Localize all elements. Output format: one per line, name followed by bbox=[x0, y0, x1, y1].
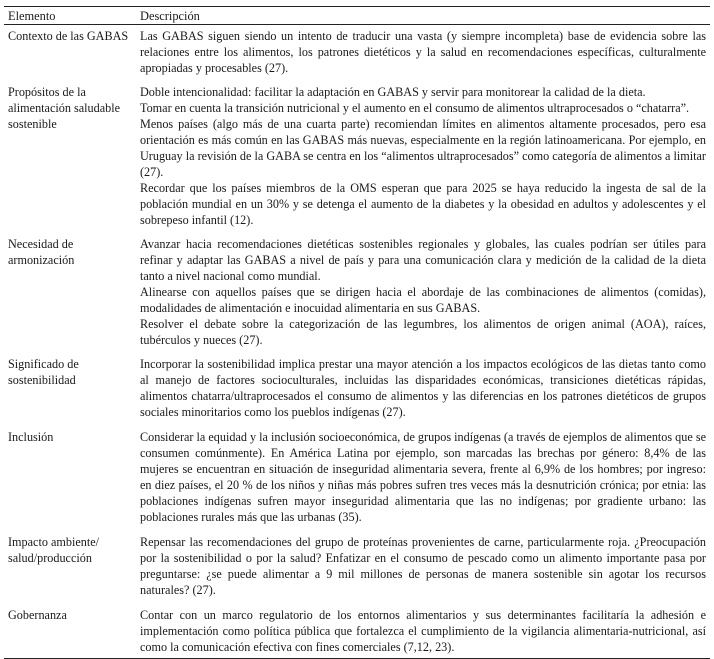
description-cell bbox=[136, 28, 710, 76]
description-cell bbox=[136, 607, 710, 655]
header-rule bbox=[4, 24, 710, 25]
table-row bbox=[4, 429, 710, 525]
description-cell bbox=[136, 236, 710, 348]
description-paragraph: Doble intencionalidad: facilitar la adaptación en GABAS y servir para monitorear la calidad de la dieta. bbox=[140, 85, 646, 99]
description-paragraph: Tomar en cuenta la transición nutricional y el aumento en el consumo de alimentos ultraprocesados o “chatarra”. bbox=[140, 101, 690, 115]
element-cell: Inclusión bbox=[8, 430, 54, 444]
element-cell: Necesidad de armonización bbox=[8, 237, 75, 267]
description-cell bbox=[136, 429, 710, 525]
element-cell: Propósitos de la alimentación saludable sostenible bbox=[8, 85, 121, 131]
table-row bbox=[4, 84, 710, 228]
table-row bbox=[4, 356, 710, 420]
description-paragraph: Las GABAS siguen siendo un intento de traducir una vasta (y siempre incompleta) base de evidencia sobre las relaciones entre los alimentos, los patrones dietéticos y la salud en recomendaciones específicas, culturalmente apropiadas y procesables (27). bbox=[140, 29, 706, 75]
table-body bbox=[4, 28, 710, 655]
element-cell: Gobernanza bbox=[8, 608, 67, 622]
description-paragraph: Considerar la equidad y la inclusión socioeconómica, de grupos indígenas (a través de ejemplos de alimentos que se consumen comúnmente). En América Latina por ejemplo, son marcadas las brechas por género: 8,4% de las mujeres se encuentran en situación de inseguridad alimentaria severa, frente al 6,9% de los hombres; por ingreso: en diez países, el 20 % de los niños y niñas más pobres sufren tres veces más la desnutrición crónica; por etnia: las poblaciones indígenas sufren mayor inseguridad alimentaria que las no indígenas; por gradiente urbano: las poblaciones rurales más que las urbanas (35). bbox=[140, 430, 706, 524]
description-paragraph: Menos países (algo más de una cuarta parte) recomiendan límites en alimentos altamente procesados, pero esa orientación es más común en las GABAS más nuevas, especialmente en la región latinoamericana. Por ejemplo, en Uruguay la revisión de la GABA se centra en los “alimentos ultraprocesados” como categoría de alimentos a limitar (27). bbox=[140, 117, 706, 179]
elements-table bbox=[4, 6, 710, 659]
description-paragraph: Recordar que los países miembros de la OMS esperan que para 2025 se haya reducido la ingesta de sal de la población mundial en un 30% y se detenga el aumento de la diabetes y la obesidad en adultos y adolescentes y el sobrepeso infantil (12). bbox=[140, 181, 706, 227]
description-paragraph: Repensar las recomendaciones del grupo de proteínas provenientes de carne, particularmente roja. ¿Preocupación por la sostenibilidad o por la salud? Enfatizar en el consumo de pescado como un alimento importante pasa por preguntarse: ¿se puede alimentar a 9 mil millones de personas de manera sostenible sin agotar los recursos naturales? (27). bbox=[140, 535, 706, 597]
description-paragraph: Incorporar la sostenibilidad implica prestar una mayor atención a los impactos ecológicos de las dietas tanto como al manejo de factores socioculturales, incluidas las disparidades económicas, transiciones dietéticas rápidas, alimentos chatarra/ultraprocesados el consumo de alimentos y las diferencias en los patrones dietéticos de grupos sociales minoritarios como los pueblos indígenas (27). bbox=[140, 357, 706, 419]
table-row bbox=[4, 534, 710, 598]
header-element: Elemento bbox=[8, 9, 56, 23]
description-paragraph: Contar con un marco regulatorio de los entornos alimentarios y sus determinantes facilitaría la adhesión e implementación como política pública que fortalezca el cumplimiento de la vigilancia alimentaria-nutricional, así como la comunicación efectiva con fines comerciales (7,12, 23). bbox=[140, 608, 706, 654]
description-paragraph: Resolver el debate sobre la categorización de las legumbres, los alimentos de origen animal (AOA), raíces, tubérculos y nueces (27). bbox=[140, 317, 706, 347]
table-header bbox=[4, 7, 710, 24]
table-row bbox=[4, 28, 710, 76]
element-cell: Impacto ambiente/ salud/producción bbox=[8, 535, 100, 565]
description-cell bbox=[136, 84, 710, 228]
table-row bbox=[4, 607, 710, 655]
element-cell: Significado de sostenibilidad bbox=[8, 357, 79, 387]
description-cell bbox=[136, 534, 710, 598]
description-paragraph: Avanzar hacia recomendaciones dietéticas sostenibles regionales y globales, las cuales podrían ser útiles para refinar y adaptar las GABAS a nivel de país y para una comunicación clara y medición de la calidad de la dieta tanto a nivel nacional como mundial. bbox=[140, 237, 706, 283]
element-cell: Contexto de las GABAS bbox=[8, 29, 129, 43]
description-paragraph: Alinearse con aquellos países que se dirigen hacia el abordaje de las combinaciones de alimentos (comidas), modalidades de alimentación e inocuidad alimentaria en sus GABAS. bbox=[140, 285, 706, 315]
table-row bbox=[4, 236, 710, 348]
description-cell bbox=[136, 356, 710, 420]
header-description: Descripción bbox=[140, 9, 200, 23]
